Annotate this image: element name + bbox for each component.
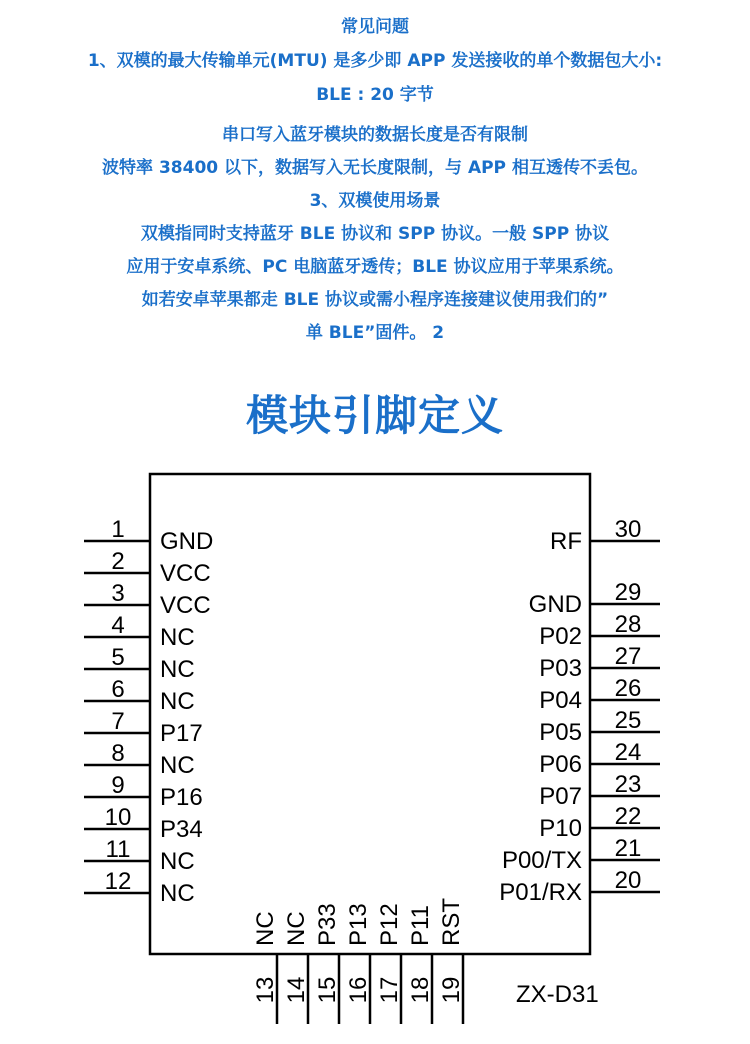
bottom-pin-name: P12 <box>376 903 403 946</box>
right-pin-number: 30 <box>614 516 642 543</box>
bottom-pin-number: 19 <box>438 976 465 1004</box>
right-pin-name: GND <box>528 591 582 618</box>
right-pin-name: P00/TX <box>501 847 582 874</box>
bottom-pin-name: P11 <box>407 905 434 946</box>
bottom-pin-group <box>252 898 465 1024</box>
bottom-pin-number: 17 <box>376 976 403 1004</box>
bottom-pin-name: RST <box>438 898 465 946</box>
left-pin-number: 12 <box>104 868 132 895</box>
left-pin-group <box>84 516 213 907</box>
left-pin-name: NC <box>160 688 195 715</box>
left-pin-name: P17 <box>160 720 203 747</box>
left-pin-number: 11 <box>105 836 131 863</box>
right-pin-number: 29 <box>614 579 642 606</box>
right-pin-name: RF <box>550 528 582 555</box>
left-pin-number: 4 <box>111 612 125 639</box>
pinout-diagram <box>0 460 750 1044</box>
right-pin-name: P01/RX <box>499 879 582 906</box>
right-pin-number: 22 <box>614 803 642 830</box>
right-pin-name: P02 <box>539 623 582 650</box>
bottom-pin-name: NC <box>283 911 310 946</box>
bottom-pin-number: 14 <box>283 976 310 1004</box>
bottom-pin-number: 15 <box>314 976 341 1004</box>
right-pin-name: P03 <box>539 655 582 682</box>
right-pin-name: P06 <box>539 751 582 778</box>
faq-line-4: 波特率 38400 以下，数据写入无长度限制，与 APP 相互透传不丢包。 <box>102 158 648 178</box>
faq-line-2: BLE : 20 字节 <box>316 85 434 105</box>
right-pin-group <box>499 516 660 906</box>
right-pin-number: 21 <box>614 835 642 862</box>
right-pin-number: 23 <box>614 771 642 798</box>
right-pin-number: 28 <box>614 611 642 638</box>
left-pin-number: 7 <box>111 708 125 735</box>
faq-line-6: 双模指同时支持蓝牙 BLE 协议和 SPP 协议。一般 SPP 协议 <box>140 224 610 244</box>
left-pin-name: NC <box>160 656 195 683</box>
bottom-pin-name: P13 <box>345 903 372 946</box>
left-pin-number: 2 <box>111 548 125 575</box>
left-pin-name: VCC <box>160 592 211 619</box>
left-pin-name: VCC <box>160 560 211 587</box>
module-model-label: ZX-D31 <box>516 981 599 1008</box>
right-pin-number: 20 <box>614 867 642 894</box>
bottom-pin-number: 16 <box>345 976 372 1004</box>
right-pin-name: P04 <box>539 687 582 714</box>
bottom-pin-name: NC <box>252 911 279 946</box>
left-pin-name: GND <box>160 528 214 555</box>
left-pin-number: 10 <box>104 804 132 831</box>
left-pin-number: 5 <box>111 644 125 671</box>
bottom-pin-number: 18 <box>407 976 434 1004</box>
left-pin-number: 6 <box>111 676 125 703</box>
faq-line-8: 如若安卓苹果都走 BLE 协议或需小程序连接建议使用我们的” <box>141 290 609 310</box>
right-pin-name: P07 <box>539 783 582 810</box>
faq-line-7: 应用于安卓系统、PC 电脑蓝牙透传；BLE 协议应用于苹果系统。 <box>126 257 624 277</box>
left-pin-name: P34 <box>160 816 203 843</box>
left-pin-number: 3 <box>111 580 125 607</box>
left-pin-number: 8 <box>111 740 125 767</box>
right-pin-name: P10 <box>539 815 582 842</box>
right-pin-number: 26 <box>614 675 642 702</box>
bottom-pin-number: 13 <box>252 976 279 1004</box>
left-pin-number: 1 <box>111 516 125 543</box>
left-pin-name: P16 <box>160 784 203 811</box>
left-pin-name: NC <box>160 624 195 651</box>
right-pin-number: 27 <box>614 643 642 670</box>
right-pin-number: 24 <box>614 739 642 766</box>
left-pin-name: NC <box>160 848 195 875</box>
faq-heading: 常见问题 <box>341 17 409 37</box>
faq-line-5: 3、双模使用场景 <box>309 191 441 211</box>
right-pin-name: P05 <box>539 719 582 746</box>
left-pin-number: 9 <box>111 772 125 799</box>
bottom-pin-name: P33 <box>314 903 341 946</box>
faq-line-3: 串口写入蓝牙模块的数据长度是否有限制 <box>222 125 528 145</box>
left-pin-name: NC <box>160 752 195 779</box>
faq-line-1: 1、双模的最大传输单元(MTU) 是多少即 APP 发送接收的单个数据包大小: <box>87 51 663 71</box>
faq-line-9: 单 BLE”固件。 2 <box>305 323 445 343</box>
left-pin-name: NC <box>160 880 195 907</box>
right-pin-number: 25 <box>614 707 642 734</box>
section-title: 模块引脚定义 <box>245 391 504 440</box>
